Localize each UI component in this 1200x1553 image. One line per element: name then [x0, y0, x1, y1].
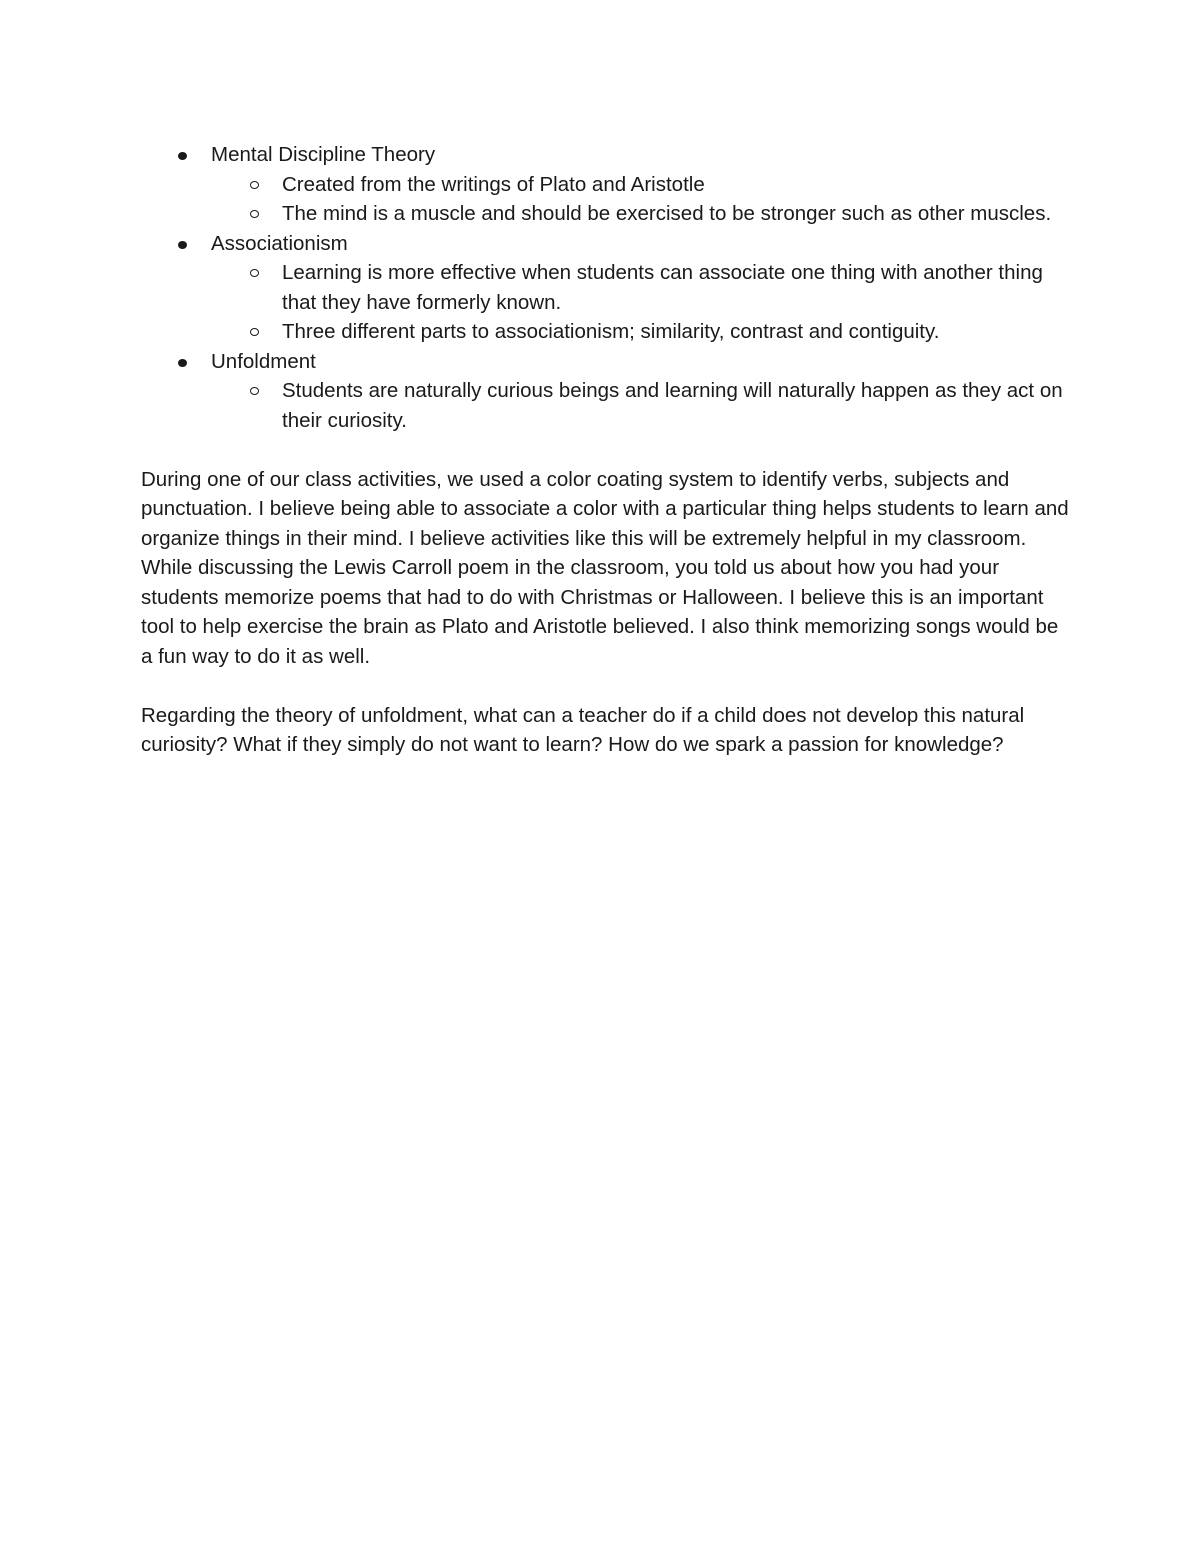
hollow-bullet-icon [250, 210, 259, 218]
sub-list-item [211, 258, 1071, 317]
outline-item-mental-discipline [141, 140, 1071, 229]
paragraph-spacer [141, 435, 1071, 465]
sub-list-item [211, 199, 1071, 229]
document-body [141, 140, 1071, 760]
paragraph-spacer [141, 671, 1071, 701]
outline-item-unfoldment [141, 347, 1071, 436]
sub-item-text: Students are naturally curious beings and learning will naturally happen as they act on their curiosity. [282, 379, 1063, 432]
reflection-paragraph-color-coding: During one of our class activities, we used a color coating system to identify verbs, subjects and punctuation. I believe being able to associate a color with a particular thing helps students to learn and organize things in their mind. I believe activities like this will be extremely helpful in my classroom. [141, 467, 1069, 550]
filled-bullet-icon [178, 152, 187, 160]
sub-list-item [211, 376, 1071, 435]
sub-item-text: Learning is more effective when students can associate one thing with another thing that they have formerly known. [282, 261, 1043, 314]
sub-list-item [211, 317, 1071, 347]
sub-list [211, 170, 1071, 229]
reflection-paragraph-memorization: While discussing the Lewis Carroll poem in the classroom, you told us about how you had your students memorize poems that had to do with Christmas or Halloween. I believe this is an important tool to help exercise the brain as Plato and Aristotle believed. I also think memorizing songs would be a fun way to do it as well. [141, 556, 1059, 668]
filled-bullet-icon [178, 359, 187, 367]
sub-item-text: The mind is a muscle and should be exercised to be stronger such as other muscles. [282, 202, 1052, 225]
hollow-bullet-icon [250, 328, 259, 336]
hollow-bullet-icon [250, 269, 259, 277]
sub-list-item [211, 170, 1071, 200]
sub-item-text: Three different parts to associationism; similarity, contrast and contiguity. [282, 320, 940, 343]
hollow-bullet-icon [250, 387, 259, 395]
outline-item-label: Mental Discipline Theory [211, 143, 436, 166]
outline-item-label: Associationism [211, 231, 348, 255]
outline-item-associationism [141, 229, 1071, 347]
question-paragraph-unfoldment: Regarding the theory of unfoldment, what can a teacher do if a child does not develop this natural curiosity? What if they simply do not want to learn? How do we spark a passion for knowledge? [141, 703, 1025, 756]
sub-list [211, 376, 1071, 435]
outline-item-label: Unfoldment [211, 349, 316, 373]
hollow-bullet-icon [250, 181, 259, 189]
filled-bullet-icon [178, 241, 187, 249]
sub-item-text: Created from the writings of Plato and Aristotle [282, 172, 705, 196]
sub-list [211, 258, 1071, 347]
theory-outline [141, 140, 1071, 435]
